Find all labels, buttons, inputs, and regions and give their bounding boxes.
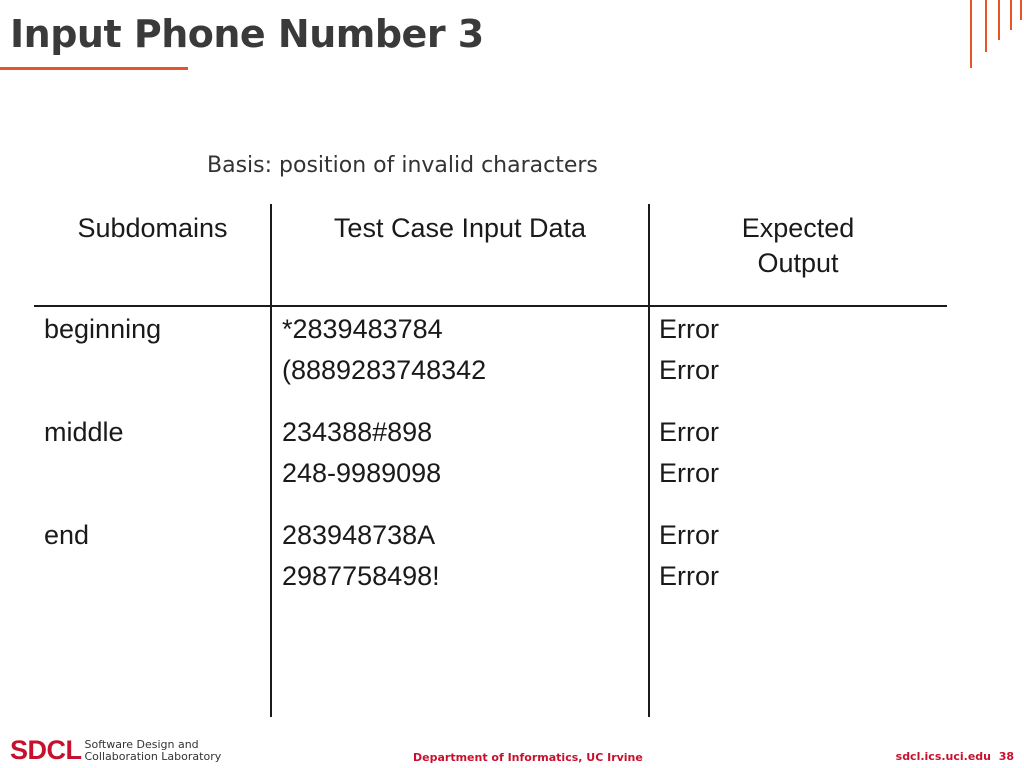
footer-url-page <box>896 750 1014 763</box>
header-test-case-input: Test Case Input Data <box>333 213 587 243</box>
footer-url: sdcl.ics.uci.edu <box>895 750 992 763</box>
subdomain-middle: middle <box>44 417 124 447</box>
header-expected-line2: Output <box>757 248 839 278</box>
expected-output: Error <box>659 417 719 447</box>
footer-department: Department of Informatics, UC Irvine <box>413 751 643 764</box>
basis-text: Basis: position of invalid characters <box>207 153 598 178</box>
logo-text: SDCL <box>10 735 82 765</box>
slide-title: Input Phone Number 3 <box>10 12 484 56</box>
expected-output: Error <box>659 355 719 385</box>
subdomain-beginning: beginning <box>44 314 162 344</box>
header-divider <box>34 305 947 307</box>
expected-output: Error <box>659 520 719 550</box>
test-input: *2839483784 <box>282 314 443 344</box>
header-expected-output <box>649 211 947 281</box>
test-input: 248-9989098 <box>282 458 442 488</box>
header-subdomains: Subdomains <box>77 213 228 243</box>
logo-subtitle <box>85 739 222 763</box>
title-underline <box>0 67 188 70</box>
column-divider-1 <box>270 204 272 717</box>
test-input: 2987758498! <box>282 561 440 591</box>
page-number: 38 <box>998 750 1014 763</box>
subdomain-end: end <box>44 520 90 550</box>
decorative-lines <box>964 0 1024 70</box>
test-input: 234388#898 <box>282 417 433 447</box>
test-input: 283948738A <box>282 520 436 550</box>
header-expected-line1: Expected <box>741 213 855 243</box>
column-divider-2 <box>648 204 650 717</box>
expected-output: Error <box>659 458 719 488</box>
expected-output: Error <box>659 314 719 344</box>
logo-subtitle-line1: Software Design and <box>84 737 199 751</box>
sdcl-logo <box>10 735 221 766</box>
test-input: (8889283748342 <box>282 355 487 385</box>
logo-subtitle-line2: Collaboration Laboratory <box>84 749 222 763</box>
expected-output: Error <box>659 561 719 591</box>
